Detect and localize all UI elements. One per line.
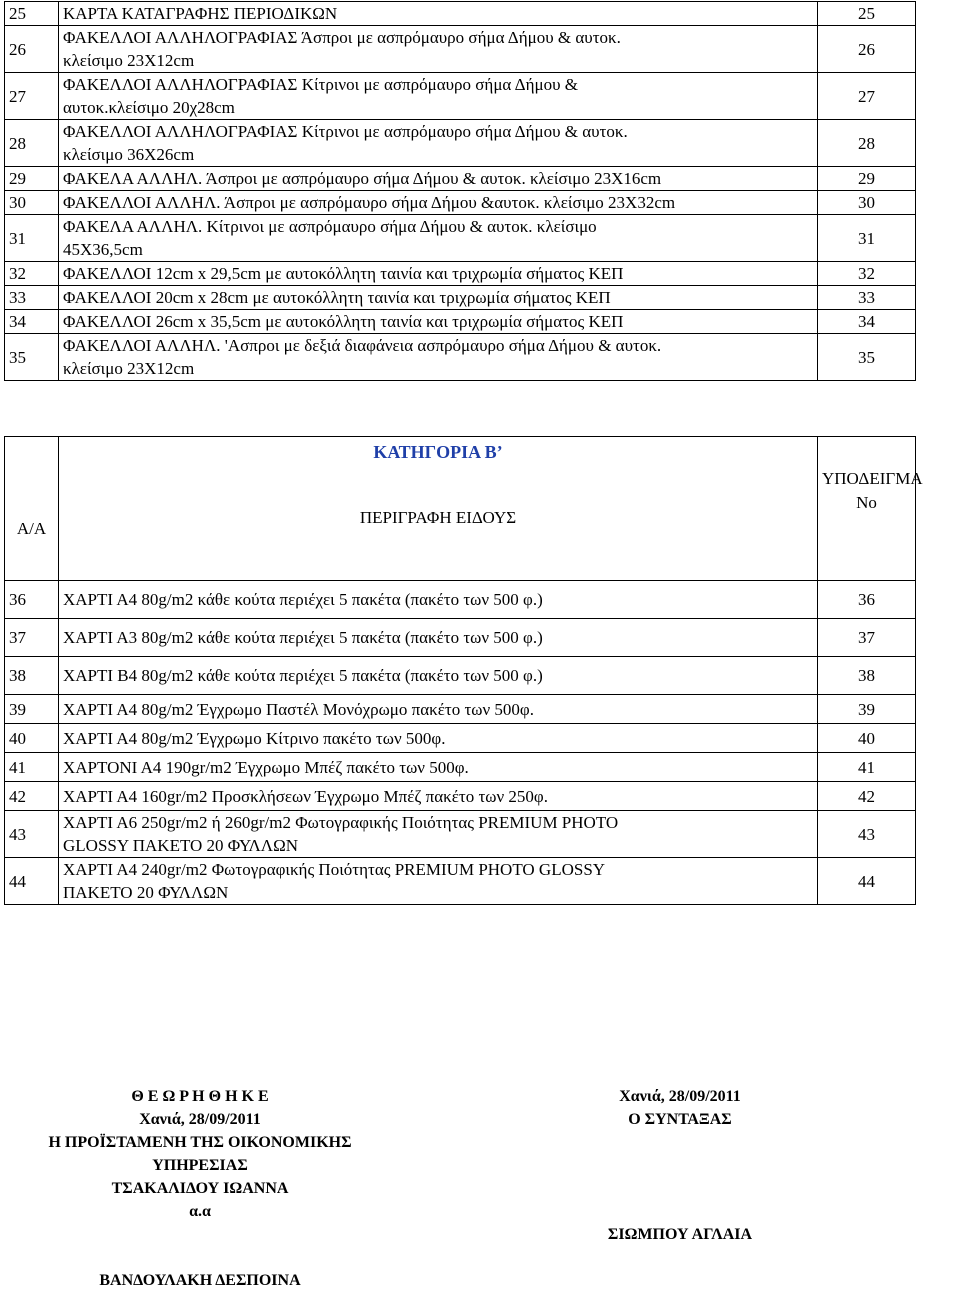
table-row [5, 334, 916, 381]
row-description [59, 120, 818, 167]
table-row [5, 657, 916, 695]
row-description [59, 782, 818, 811]
row-description [59, 657, 818, 695]
row-description [59, 811, 818, 858]
table-row [5, 286, 916, 310]
row-sample-number: 28 [818, 120, 916, 167]
row-description [59, 191, 818, 215]
row-sample-number: 35 [818, 334, 916, 381]
description-line: κλείσιμο 36Χ26cm [63, 145, 195, 164]
row-sample-number: 44 [818, 858, 916, 905]
row-number: 33 [5, 286, 59, 310]
row-description [59, 73, 818, 120]
row-sample-number: 32 [818, 262, 916, 286]
row-description [59, 619, 818, 657]
row-description [59, 215, 818, 262]
description-line: ΦΑΚΕΛΛΟΙ ΑΛΛΗΛ. Άσπροι με ασπρόμαυρο σήμα Δήμου &αυτοκ. κλείσιμο 23Χ32cm [63, 193, 676, 212]
header-description [59, 437, 818, 581]
description-line: ΧΑΡΤΙ Α3 80g/m2 κάθε κούτα περιέχει 5 πακέτα (πακέτο των 500 φ.) [63, 628, 543, 647]
description-line: ΦΑΚΕΛΛΟΙ ΑΛΛΗΛ. 'Ασπροι με δεξιά διαφάνεια ασπρόμαυρο σήμα Δήμου & αυτοκ. [63, 336, 662, 355]
row-number: 38 [5, 657, 59, 695]
signature-line [10, 1223, 390, 1246]
description-line: κλείσιμο 23Χ12cm [63, 359, 195, 378]
row-sample-number: 25 [818, 2, 916, 26]
row-number: 27 [5, 73, 59, 120]
row-sample-number: 37 [818, 619, 916, 657]
description-line: ΧΑΡΤΙ Α4 240gr/m2 Φωτογραφικής Ποιότητας PREMIUM PHOTO GLOSSY [63, 860, 606, 879]
description-title: ΠΕΡΙΓΡΑΦΗ ΕΙΔΟΥΣ [359, 508, 517, 527]
row-description [59, 858, 818, 905]
row-description [59, 724, 818, 753]
header-aa [5, 437, 59, 581]
row-sample-number: 42 [818, 782, 916, 811]
row-description [59, 753, 818, 782]
signature-line [560, 1131, 800, 1154]
table-row [5, 215, 916, 262]
description-line: ΦΑΚΕΛΛΟΙ 12cm x 29,5cm με αυτοκόλλητη ταινία και τριχρωμία σήματος ΚΕΠ [63, 264, 624, 283]
description-line: ΧΑΡΤΙ Α4 80g/m2 Έγχρωμο Παστέλ Μονόχρωμο πακέτο των 500φ. [63, 699, 534, 719]
description-line: ΦΑΚΕΛΛΟΙ ΑΛΛΗΛΟΓΡΑΦΙΑΣ Κίτρινοι με ασπρόμαυρο σήμα Δήμου & [63, 75, 578, 94]
description-line: ΚΑΡΤΑ ΚΑΤΑΓΡΑΦΗΣ ΠΕΡΙΟΔΙΚΩΝ [63, 4, 338, 23]
row-description [59, 695, 818, 724]
sample-no: Νο [856, 493, 877, 512]
row-sample-number: 43 [818, 811, 916, 858]
table-row [5, 811, 916, 858]
table-row [5, 782, 916, 811]
row-description [59, 310, 818, 334]
row-sample-number: 27 [818, 73, 916, 120]
row-number: 32 [5, 262, 59, 286]
row-sample-number: 40 [818, 724, 916, 753]
table-row [5, 2, 916, 26]
signature-line: Χανιά, 28/09/2011 [139, 1111, 261, 1128]
row-number: 39 [5, 695, 59, 724]
row-description [59, 2, 818, 26]
description-line: αυτοκ.κλείσιμο 20χ28cm [63, 98, 235, 117]
description-line: ΧΑΡΤΙ Α4 80g/m2 Έγχρωμο Κίτρινο πακέτο των 500φ. [63, 728, 446, 748]
table-row [5, 619, 916, 657]
signature-line: ΣΙΩΜΠΟΥ ΑΓΛΑΙΑ [607, 1226, 753, 1243]
row-sample-number: 34 [818, 310, 916, 334]
description-line: κλείσιμο 23Χ12cm [63, 51, 195, 70]
row-sample-number: 41 [818, 753, 916, 782]
category-title: ΚΑΤΗΓΟΡΙΑ Β’ [373, 442, 503, 462]
row-description [59, 167, 818, 191]
description-line: ΦΑΚΕΛΛΟΙ ΑΛΛΗΛΟΓΡΑΦΙΑΣ Κίτρινοι με ασπρόμαυρο σήμα Δήμου & αυτοκ. [63, 122, 628, 141]
row-sample-number: 38 [818, 657, 916, 695]
description-line: ΦΑΚΕΛΛΟΙ 20cm x 28cm με αυτοκόλλητη ταινία και τριχρωμία σήματος ΚΕΠ [63, 288, 611, 307]
table-row [5, 310, 916, 334]
row-number: 42 [5, 782, 59, 811]
header-sample [818, 437, 923, 581]
row-description [59, 26, 818, 73]
description-line: ΧΑΡΤΟΝΙ Α4 190gr/m2 Έγχρωμο Μπέζ πακέτο των 500φ. [63, 757, 469, 777]
description-line: ΦΑΚΕΛΑ ΑΛΛΗΛ. Άσπροι με ασπρόμαυρο σήμα Δήμου & αυτοκ. κλείσιμο 23Χ16cm [63, 169, 662, 188]
signature-line [10, 1246, 390, 1269]
row-number: 30 [5, 191, 59, 215]
description-line: ΦΑΚΕΛΛΟΙ ΑΛΛΗΛΟΓΡΑΦΙΑΣ Άσπροι με ασπρόμαυρο σήμα Δήμου & αυτοκ. [63, 28, 621, 47]
signature-line: ΤΣΑΚΑΛΙΔΟΥ ΙΩΑΝΝΑ [111, 1180, 289, 1197]
table-row [5, 26, 916, 73]
table-row [5, 167, 916, 191]
sample-title: ΥΠΟΔΕΙΓΜΑ [822, 469, 923, 488]
items-table-b [4, 436, 923, 905]
row-number: 37 [5, 619, 59, 657]
items-table-a [4, 1, 916, 381]
row-number: 25 [5, 2, 59, 26]
description-line: 45Χ36,5cm [63, 240, 143, 259]
row-number: 36 [5, 581, 59, 619]
description-line: ΧΑΡΤΙ Α4 80g/m2 κάθε κούτα περιέχει 5 πακέτα (πακέτο των 500 φ.) [63, 590, 543, 609]
signature-line: Θ Ε Ω Ρ Η Θ Η Κ Ε [131, 1088, 269, 1105]
signature-line [560, 1200, 800, 1223]
signature-line: ΒΑΝΔΟΥΛΑΚΗ ΔΕΣΠΟΙΝΑ [99, 1272, 301, 1289]
description-line: ΧΑΡΤΙ Α4 160gr/m2 Προσκλήσεων Έγχρωμο Μπέζ πακέτο των 250φ. [63, 786, 548, 806]
description-line: GLOSSY ΠΑΚΕΤΟ 20 ΦΥΛΛΩΝ [63, 836, 299, 855]
signature-line [560, 1154, 800, 1177]
row-number: 34 [5, 310, 59, 334]
row-sample-number: 30 [818, 191, 916, 215]
row-number: 43 [5, 811, 59, 858]
row-description [59, 581, 818, 619]
table-row [5, 753, 916, 782]
signature-line: α.α [189, 1203, 211, 1220]
description-line: ΦΑΚΕΛΑ ΑΛΛΗΛ. Κίτρινοι με ασπρόμαυρο σήμα Δήμου & αυτοκ. κλείσιμο [63, 217, 597, 236]
row-number: 29 [5, 167, 59, 191]
row-number: 40 [5, 724, 59, 753]
table-row [5, 120, 916, 167]
table-row [5, 191, 916, 215]
description-line: ΦΑΚΕΛΛΟΙ 26cm x 35,5cm με αυτοκόλλητη ταινία και τριχρωμία σήματος ΚΕΠ [63, 312, 624, 331]
description-line: ΧΑΡΤΙ Α6 250gr/m2 ή 260gr/m2 Φωτογραφικής Ποιότητας PREMIUM PHOTO [63, 813, 619, 832]
signature-left [10, 1085, 390, 1292]
table-row [5, 581, 916, 619]
description-line: ΧΑΡΤΙ Β4 80g/m2 κάθε κούτα περιέχει 5 πακέτα (πακέτο των 500 φ.) [63, 666, 543, 685]
signature-line: Η ΠΡΟΪΣΤΑΜΕΝΗ ΤΗΣ ΟΙΚΟΝΟΜΙΚΗΣ [48, 1134, 352, 1151]
signature-right [560, 1085, 800, 1246]
row-number: 26 [5, 26, 59, 73]
signature-line: Ο ΣΥΝΤΑΞΑΣ [628, 1111, 732, 1128]
row-sample-number: 39 [818, 695, 916, 724]
table-row [5, 695, 916, 724]
row-number: 35 [5, 334, 59, 381]
description-line: ΠΑΚΕΤΟ 20 ΦΥΛΛΩΝ [63, 883, 229, 902]
table-row [5, 73, 916, 120]
row-sample-number: 33 [818, 286, 916, 310]
row-sample-number: 26 [818, 26, 916, 73]
row-number: 31 [5, 215, 59, 262]
signature-line [560, 1177, 800, 1200]
header-aa-label: Α/Α [16, 519, 47, 538]
row-description [59, 334, 818, 381]
row-sample-number: 36 [818, 581, 916, 619]
signature-line: Χανιά, 28/09/2011 [619, 1088, 741, 1105]
row-number: 44 [5, 858, 59, 905]
row-sample-number: 29 [818, 167, 916, 191]
table-row [5, 724, 916, 753]
signature-line: ΥΠΗΡΕΣΙΑΣ [152, 1157, 248, 1174]
row-description [59, 262, 818, 286]
row-number: 28 [5, 120, 59, 167]
table-row [5, 262, 916, 286]
row-sample-number: 31 [818, 215, 916, 262]
row-description [59, 286, 818, 310]
row-number: 41 [5, 753, 59, 782]
category-header-row [5, 437, 916, 581]
table-row [5, 858, 916, 905]
